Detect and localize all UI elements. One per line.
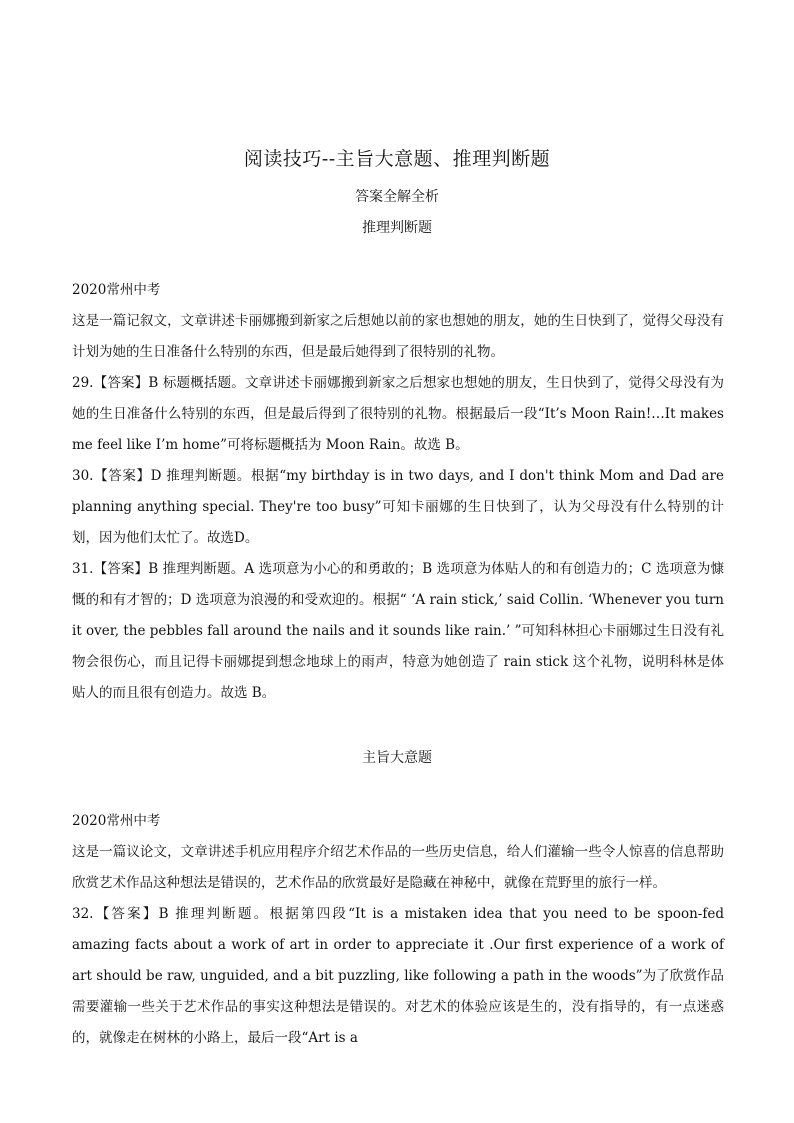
section-body-inference: [72, 275, 724, 709]
answer-30: 30.【答案】D 推理判断题。根据“my birthday is in two days, and I don't think Mom and Dad are planning anything special. They're too busy”可知卡丽娜的生日快到了，认为父母没有什么特别的计划，因为他们太忙了。故选D。: [72, 468, 724, 546]
answer-31: 31.【答案】B 推理判断题。A 选项意为小心的和勇敢的；B 选项意为体贴人的和有创造力的；C 选项意为慷慨的和有才智的；D 选项意为浪漫的和受欢迎的。根据“ ‘A rain stick,’ said Collin. ‘Whenever you turn it over, the pebbles fall around the nails and it sounds like rain.’ ”可知科林担心卡丽娜过生日没有礼物会很伤心，而且记得卡丽娜提到想念地球上的雨声，特意为她创造了 rain stick 这个礼物，说明科林是体贴人的而且很有创造力。故选 B。: [72, 561, 724, 701]
section-heading-inference: 推理判断题: [362, 220, 432, 236]
document-subtitle: 答案全解全析: [355, 189, 439, 205]
answer-29: 29.【答案】B 标题概括题。文章讲述卡丽娜搬到新家之后想家也想她的朋友，生日快到了，觉得父母没有为她的生日准备什么特别的东西，但是最后得到了很特别的礼物。根据最后一段“It’s Moon Rain!…It makes me feel like I’m home”可将标题概括为 Moon Rain。故选 B。: [72, 375, 724, 453]
exam-label: 2020常州中考: [72, 282, 161, 298]
answer-32: 32.【答案】B 推理判断题。根据第四段“It is a mistaken idea that you need to be spoon-fed amazing facts about a work of art in order to appreciate it .Our first experience of a work of art should be raw, unguided, and a bit puzzling, like following a path in the woods”为了欣赏作品需要灌输一些关于艺术作品的事实这种想法是错误的。对艺术的体验应该是生的，没有指导的，有一点迷惑的，就像走在树林的小路上，最后一段“Art is a: [72, 906, 724, 1046]
exam-label: 2020常州中考: [72, 813, 161, 829]
document-title: 阅读技巧--主旨大意题、推理判断题: [243, 148, 551, 170]
passage-summary: 这是一篇议论文，文章讲述手机应用程序介绍艺术作品的一些历史信息，给人们灌输一些令人惊喜的信息帮助欣赏艺术作品这种想法是错误的，艺术作品的欣赏最好是隐藏在神秘中，就像在荒野里的旅行一样。: [72, 844, 724, 891]
section-body-main-idea: [72, 806, 724, 1054]
section-heading-main-idea: 主旨大意题: [362, 750, 432, 766]
passage-summary: 这是一篇记叙文，文章讲述卡丽娜搬到新家之后想她以前的家也想她的朋友，她的生日快到了，觉得父母没有计划为她的生日准备什么特别的东西，但是最后她得到了很特别的礼物。: [72, 313, 724, 360]
